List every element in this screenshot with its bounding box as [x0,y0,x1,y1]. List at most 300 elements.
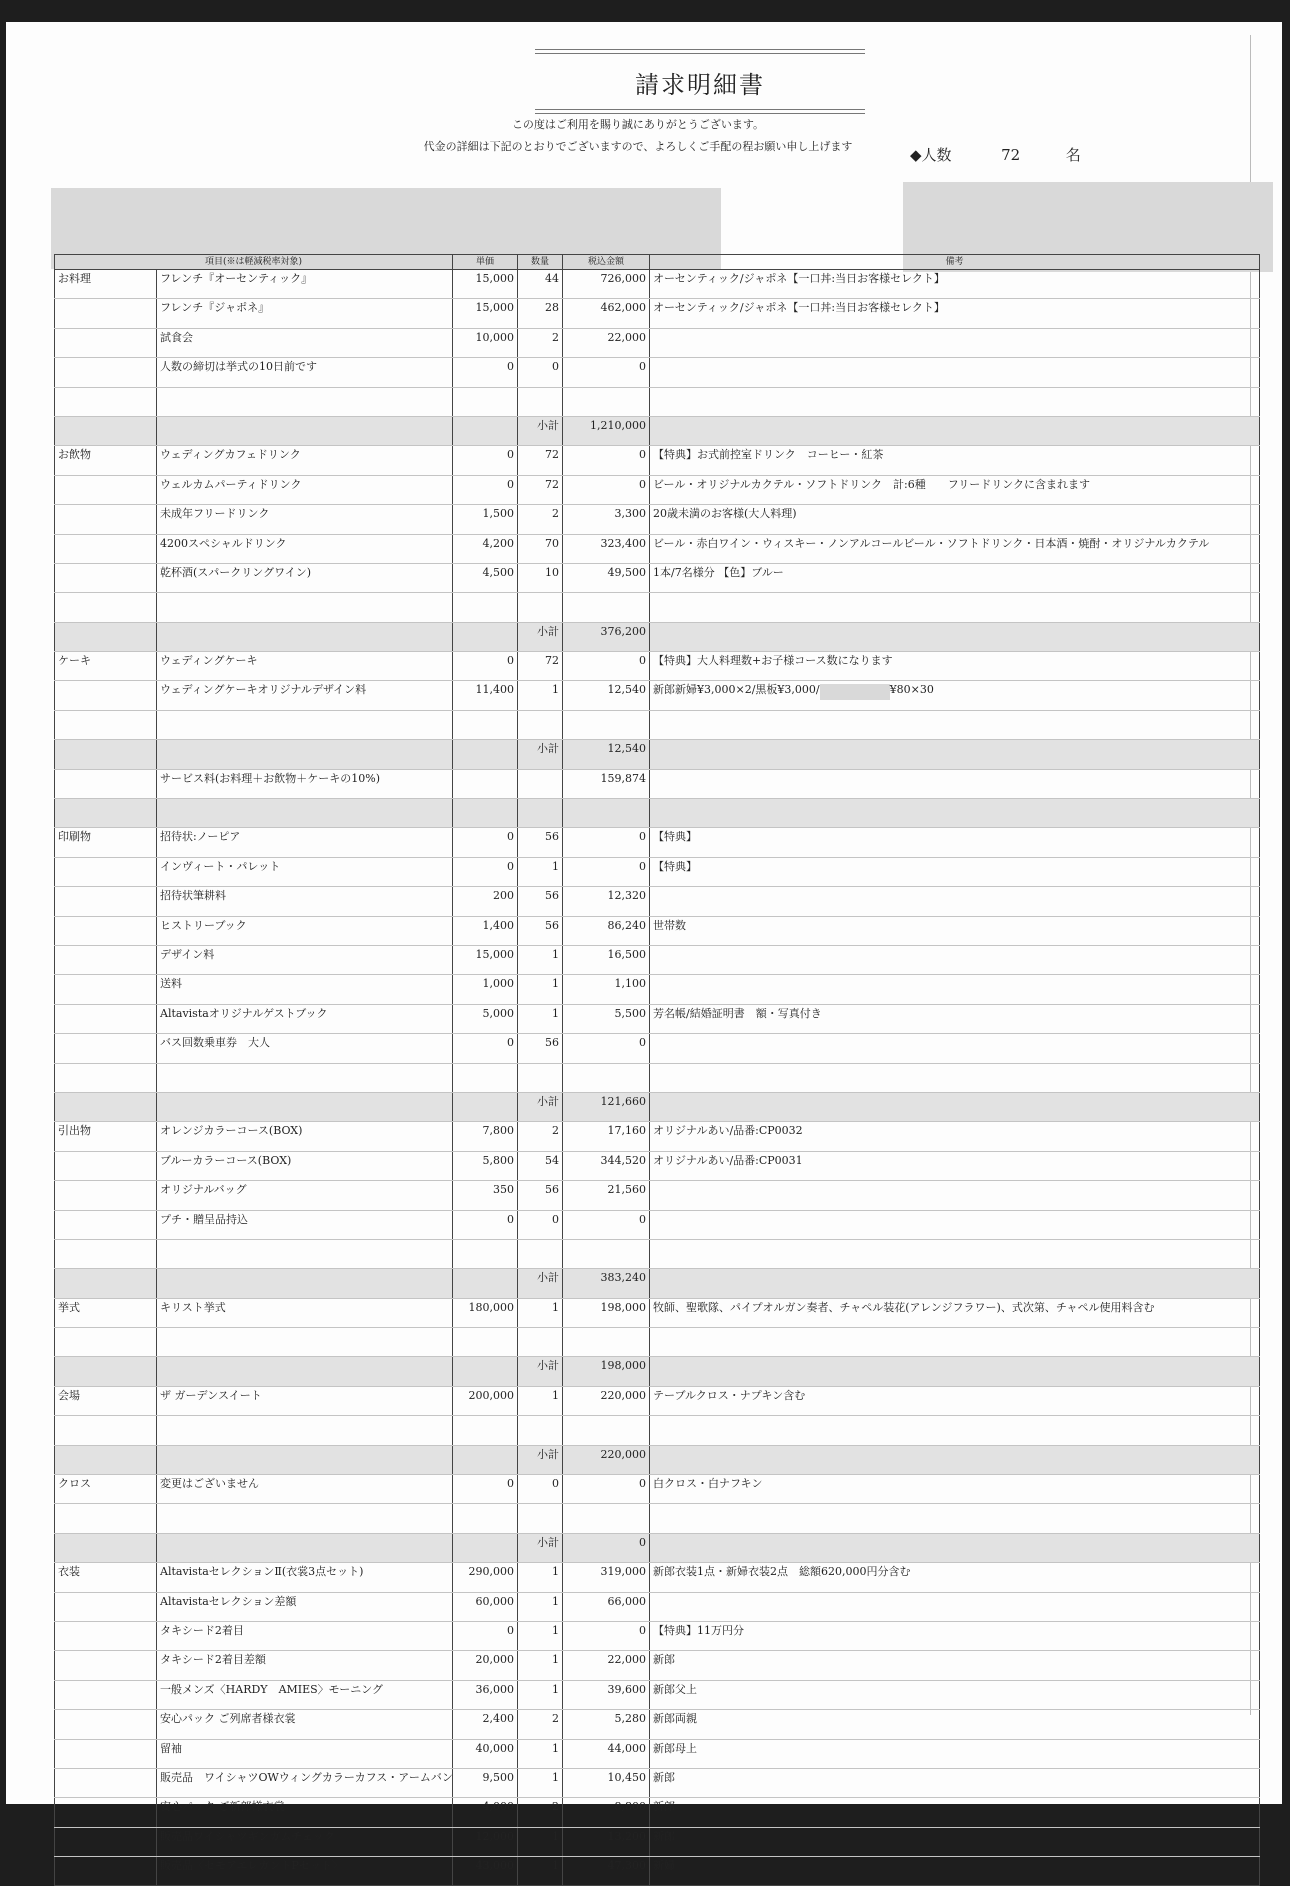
empty-cell [55,593,157,622]
note-cell [650,1034,1260,1063]
empty-cell [453,593,518,622]
quantity-cell: 1 [518,681,563,710]
unit-price-cell: 7,800 [453,1122,518,1151]
empty-cell [563,710,650,739]
unit-price-cell: 350 [453,1181,518,1210]
note-cell: テーブルクロス・ナプキン含む [650,1386,1260,1415]
quantity-cell: 54 [518,1151,563,1180]
unit-price-cell [453,1445,518,1474]
quantity-cell: 2 [518,1710,563,1739]
amount-cell: 0 [563,358,650,387]
quantity-cell: 2 [518,1798,563,1827]
empty-cell [650,1416,1260,1445]
header-amount: 税込金額 [563,255,650,270]
item-cell: デザイン料 [157,945,453,974]
quantity-cell: 1 [518,945,563,974]
table-row [55,475,1260,504]
note-cell: 世帯数 [650,916,1260,945]
note-cell: 【特典】 [650,857,1260,886]
note-cell: オリジナルあい/品番:CP0031 [650,1151,1260,1180]
note-cell: 牧師、聖歌隊、パイプオルガン奏者、チャペル装花(アレンジフラワー)、式次第、チャペル使用料含む [650,1298,1260,1327]
blank-row [55,593,1260,622]
note-text: 新郎新婦¥3,000×2/黒板¥3,000/ [653,683,820,697]
unit-price-cell: 5,800 [453,1151,518,1180]
amount-cell: 0 [563,1034,650,1063]
unit-price-cell: 15,000 [453,945,518,974]
amount-cell: 344,520 [563,1151,650,1180]
subtotal-label [518,799,563,828]
category-cell [55,1710,157,1739]
category-cell [55,475,157,504]
unit-price-cell: 1,400 [453,916,518,945]
item-cell [157,740,453,769]
note-cell: 新郎衣装1点・新婦衣装2点 総額620,000円分含む [650,1563,1260,1592]
amount-cell: 0 [563,1210,650,1239]
amount-cell: 0 [563,446,650,475]
unit-price-cell: 0 [453,828,518,857]
subtotal-row [55,1445,1260,1474]
quantity-cell: 2 [518,328,563,357]
headcount-value: 72 [1001,146,1021,164]
table-row [55,1034,1260,1063]
category-cell [55,505,157,534]
category-cell: 印刷物 [55,828,157,857]
table-row [55,534,1260,563]
note-cell: オリジナルあい/品番:CP0032 [650,1122,1260,1151]
table-row [55,299,1260,328]
table-row [55,828,1260,857]
item-cell: 販売品ワイシャツギンガムチェック [157,1827,453,1856]
empty-cell [563,387,650,416]
unit-price-cell: 40,000 [453,1739,518,1768]
quantity-cell: 70 [518,534,563,563]
subtotal-amount: 121,660 [563,1092,650,1121]
amount-cell: 21,560 [563,1181,650,1210]
invoice-table [54,254,1260,1886]
subtotal-amount: 383,240 [563,1269,650,1298]
subtotal-label: 小計 [518,622,563,651]
header-item: 項目(※は軽減税率対象) [55,255,453,270]
empty-cell [518,1504,563,1533]
empty-cell [453,387,518,416]
empty-cell [563,1328,650,1357]
unit-price-cell [453,1357,518,1386]
quantity-cell: 1 [518,1768,563,1797]
note-cell: 新郎両親 [650,1710,1260,1739]
note-cell [650,416,1260,445]
unit-price-cell: 0 [453,358,518,387]
table-row [55,1739,1260,1768]
empty-cell [453,710,518,739]
amount-cell: 47,300 [563,1857,650,1886]
quantity-cell: 56 [518,1034,563,1063]
subtotal-row [55,740,1260,769]
category-cell [55,563,157,592]
table-row [55,270,1260,299]
unit-price-cell [453,1269,518,1298]
quantity-cell: 1 [518,1621,563,1650]
quantity-cell: 1 [518,1298,563,1327]
item-cell: 変更はございません [157,1475,453,1504]
quantity-cell [518,769,563,798]
note-cell: 新郎父上 [650,1680,1260,1709]
amount-cell: 0 [563,475,650,504]
quantity-cell: 0 [518,1475,563,1504]
table-row [55,1827,1260,1856]
quantity-cell: 1 [518,1739,563,1768]
note-tail: ¥80×30 [889,683,934,697]
amount-cell: 16,500 [563,945,650,974]
unit-price-cell: 2,400 [453,1710,518,1739]
item-cell: プチ・贈呈品持込 [157,1210,453,1239]
item-cell: 4200スペシャルドリンク [157,534,453,563]
unit-price-cell: 0 [453,1034,518,1063]
note-cell [650,887,1260,916]
item-cell: Altavistaオリジナルゲストブック [157,1004,453,1033]
category-cell: 挙式 [55,1298,157,1327]
category-cell [55,857,157,886]
item-cell: 試食会 [157,328,453,357]
empty-cell [55,1063,157,1092]
unit-price-cell: 0 [453,857,518,886]
unit-price-cell [453,769,518,798]
unit-price-cell: 15,000 [453,299,518,328]
empty-cell [518,1416,563,1445]
empty-cell [650,387,1260,416]
category-cell [55,1827,157,1856]
category-cell [55,740,157,769]
item-cell [157,1092,453,1121]
table-row [55,1181,1260,1210]
unit-price-cell: 0 [453,1621,518,1650]
empty-cell [650,1504,1260,1533]
note-cell [650,1357,1260,1386]
unit-price-cell [453,1092,518,1121]
unit-price-cell: 43,000 [453,1857,518,1886]
note-cell: ビール・オリジナルカクテル・ソフトドリンク 計:6種 フリードリンクに含まれます [650,475,1260,504]
category-cell [55,1857,157,1886]
category-cell [55,416,157,445]
empty-cell [157,710,453,739]
blank-row [55,387,1260,416]
quantity-cell: 72 [518,446,563,475]
item-cell: バス回数乗車券 大人 [157,1034,453,1063]
unit-price-cell [453,622,518,651]
note-cell: 【特典】 [650,828,1260,857]
table-row [55,769,1260,798]
unit-price-cell: 0 [453,1210,518,1239]
category-cell [55,299,157,328]
subtotal-label: 小計 [518,1269,563,1298]
table-row [55,975,1260,1004]
unit-price-cell: 0 [453,652,518,681]
category-cell [55,1210,157,1239]
category-cell: 会場 [55,1386,157,1415]
amount-cell: 22,000 [563,1651,650,1680]
unit-price-cell [453,740,518,769]
empty-cell [650,593,1260,622]
note-cell: 新郎母上 [650,1739,1260,1768]
note-cell [650,740,1260,769]
amount-cell: 1,100 [563,975,650,1004]
blank-row [55,1063,1260,1092]
note-cell: オーセンティック/ジャポネ【一口丼:当日お客様セレクト】 [650,270,1260,299]
table-row [55,652,1260,681]
empty-cell [650,710,1260,739]
quantity-cell: 1 [518,1563,563,1592]
subtotal-label: 小計 [518,1357,563,1386]
subtotal-amount: 1,210,000 [563,416,650,445]
blank-row [55,1239,1260,1268]
amount-cell: 0 [563,828,650,857]
category-cell [55,1181,157,1210]
quantity-cell: 56 [518,916,563,945]
category-cell [55,1151,157,1180]
empty-cell [563,1416,650,1445]
table-row [55,328,1260,357]
note-cell [650,1445,1260,1474]
amount-cell: 12,320 [563,887,650,916]
blank-row [55,1504,1260,1533]
amount-cell: 0 [563,1621,650,1650]
empty-cell [55,387,157,416]
subtotal-label: 小計 [518,1092,563,1121]
note-cell [650,975,1260,1004]
intro-line-2: 代金の詳細は下記のとおりでございますので、よろしくご手配の程お願い申し上げます [423,140,853,153]
empty-cell [518,593,563,622]
subtotal-label: 小計 [518,1445,563,1474]
quantity-cell: 56 [518,887,563,916]
item-cell: 安心パック ご列席者様衣裳 [157,1710,453,1739]
item-cell: ウェルカムパーティドリンク [157,475,453,504]
header-quantity: 数量 [518,255,563,270]
unit-price-cell: 0 [453,475,518,504]
table-row [55,857,1260,886]
note-cell: 新婦 [650,1857,1260,1886]
amount-cell: 5,500 [563,1004,650,1033]
empty-cell [453,1328,518,1357]
empty-cell [157,1504,453,1533]
title-block [535,46,865,117]
quantity-cell: 1 [518,1680,563,1709]
unit-price-cell [453,416,518,445]
amount-cell: 0 [563,857,650,886]
header-unit-price: 単価 [453,255,518,270]
quantity-cell: 1 [518,975,563,1004]
empty-cell [157,1239,453,1268]
empty-cell [563,1239,650,1268]
item-cell: ウェディングケーキ [157,652,453,681]
item-cell: 未成年フリードリンク [157,505,453,534]
subtotal-amount: 220,000 [563,1445,650,1474]
item-cell: タキシード2着目 [157,1621,453,1650]
note-cell: 【特典】お式前控室ドリンク コーヒー・紅茶 [650,446,1260,475]
category-cell [55,681,157,710]
table-row [55,1386,1260,1415]
unit-price-cell: 9,500 [453,1768,518,1797]
item-cell: ウェディングカフェドリンク [157,446,453,475]
category-cell [55,887,157,916]
quantity-cell: 1 [518,1386,563,1415]
quantity-cell: 72 [518,652,563,681]
subtotal-amount [563,799,650,828]
empty-cell [453,1416,518,1445]
category-cell: お飲物 [55,446,157,475]
note-cell [650,769,1260,798]
table-header-row [55,255,1260,270]
item-cell: 送料 [157,975,453,1004]
empty-cell [55,1239,157,1268]
empty-cell [518,1063,563,1092]
document-title: 請求明細書 [635,71,765,99]
note-cell: 芳名帳/結婚証明書 額・写真付き [650,1004,1260,1033]
unit-price-cell: 36,000 [453,1680,518,1709]
unit-price-cell: 200,000 [453,1386,518,1415]
table-row [55,1857,1260,1886]
unit-price-cell: 10,000 [453,328,518,357]
item-cell: AltavistaセレクションⅡ(衣裳3点セット) [157,1563,453,1592]
amount-cell: 198,000 [563,1298,650,1327]
amount-cell: 13,200 [563,1827,650,1856]
quantity-cell: 56 [518,828,563,857]
amount-cell: 0 [563,652,650,681]
note-cell: 1本/7名様分 【色】ブルー [650,563,1260,592]
subtotal-amount: 12,540 [563,740,650,769]
item-cell: Altavistaセレクション差額 [157,1592,453,1621]
header-notes: 備考 [650,255,1260,270]
item-cell: ヒストリーブック [157,916,453,945]
headcount-unit: 名 [1065,146,1081,164]
item-cell: キリスト挙式 [157,1298,453,1327]
quantity-cell: 28 [518,299,563,328]
note-cell: 【特典】大人料理数+お子様コース数になります [650,652,1260,681]
item-cell: 安心パック ご新郎様衣裳 [157,1798,453,1827]
category-cell [55,975,157,1004]
empty-cell [650,1239,1260,1268]
empty-cell [650,1063,1260,1092]
item-cell [157,1269,453,1298]
unit-price-cell: 200 [453,887,518,916]
unit-price-cell: 20,000 [453,1651,518,1680]
headcount-label: ◆人数 [910,146,952,164]
quantity-cell: 0 [518,1210,563,1239]
item-cell: 販売品〈セモアエレガントPセット〉 [157,1857,453,1886]
subtotal-row [55,1357,1260,1386]
amount-cell: 220,000 [563,1386,650,1415]
subtotal-row [55,1533,1260,1562]
empty-cell [55,710,157,739]
amount-cell: 8,800 [563,1798,650,1827]
unit-price-cell: 290,000 [453,1563,518,1592]
note-cell [650,1181,1260,1210]
table-row [55,681,1260,710]
category-cell [55,799,157,828]
unit-price-cell: 1,500 [453,505,518,534]
subtotal-row [55,1092,1260,1121]
note-cell: 新郎 [650,1651,1260,1680]
note-cell [650,328,1260,357]
blank-row [55,1416,1260,1445]
note-cell: ビール・赤白ワイン・ウィスキー・ノンアルコールビール・ソフトドリンク・日本酒・焼酎・オリジナルカクテル [650,534,1260,563]
category-cell [55,1269,157,1298]
subtotal-label: 小計 [518,740,563,769]
note-cell [650,799,1260,828]
unit-price-cell [453,799,518,828]
empty-cell [563,593,650,622]
empty-cell [157,387,453,416]
table-row [55,446,1260,475]
category-cell [55,1533,157,1562]
table-row [55,1475,1260,1504]
quantity-cell: 1 [518,1592,563,1621]
item-cell: ウェディングケーキオリジナルデザイン料 [157,681,453,710]
subtotal-row [55,622,1260,651]
amount-cell: 49,500 [563,563,650,592]
item-cell: 人数の締切は挙式の10日前です [157,358,453,387]
empty-cell [453,1239,518,1268]
unit-price-cell: 12,000 [453,1827,518,1856]
category-cell: クロス [55,1475,157,1504]
quantity-cell: 1 [518,857,563,886]
empty-cell [157,1328,453,1357]
subtotal-amount: 198,000 [563,1357,650,1386]
category-cell: お料理 [55,270,157,299]
category-cell: ケーキ [55,652,157,681]
note-cell: 新郎 [650,1768,1260,1797]
amount-cell: 462,000 [563,299,650,328]
table-row [55,1710,1260,1739]
table-row [55,358,1260,387]
unit-price-cell: 0 [453,1475,518,1504]
category-cell [55,1621,157,1650]
blank-row [55,710,1260,739]
amount-cell: 10,450 [563,1768,650,1797]
quantity-cell: 2 [518,1122,563,1151]
note-cell [650,1269,1260,1298]
blank-row [55,1328,1260,1357]
category-cell [55,1651,157,1680]
empty-cell [55,1416,157,1445]
note-cell [650,1533,1260,1562]
category-cell [55,1445,157,1474]
amount-cell: 22,000 [563,328,650,357]
table-row [55,916,1260,945]
item-cell: フレンチ『オーセンティック』 [157,270,453,299]
note-cell: 20歳未満のお客様(大人料理) [650,505,1260,534]
headcount [910,144,1081,165]
item-cell: 招待状:ノーピア [157,828,453,857]
table-row [55,1621,1260,1650]
empty-cell [453,1504,518,1533]
empty-cell [518,1328,563,1357]
category-cell [55,1680,157,1709]
quantity-cell: 1 [518,1004,563,1033]
empty-cell [157,1063,453,1092]
note-cell [650,622,1260,651]
item-cell [157,622,453,651]
note-cell [650,358,1260,387]
quantity-cell: 72 [518,475,563,504]
note-cell [650,1210,1260,1239]
table-row [55,1298,1260,1327]
item-cell [157,1445,453,1474]
quantity-cell: 0 [518,358,563,387]
category-cell [55,1768,157,1797]
note-cell: 白クロス・白ナフキン [650,1475,1260,1504]
item-cell: ブルーカラーコース(BOX) [157,1151,453,1180]
amount-cell: 159,874 [563,769,650,798]
intro-line-1: この度はご利用を賜り誠にありがとうございます。 [511,118,765,131]
